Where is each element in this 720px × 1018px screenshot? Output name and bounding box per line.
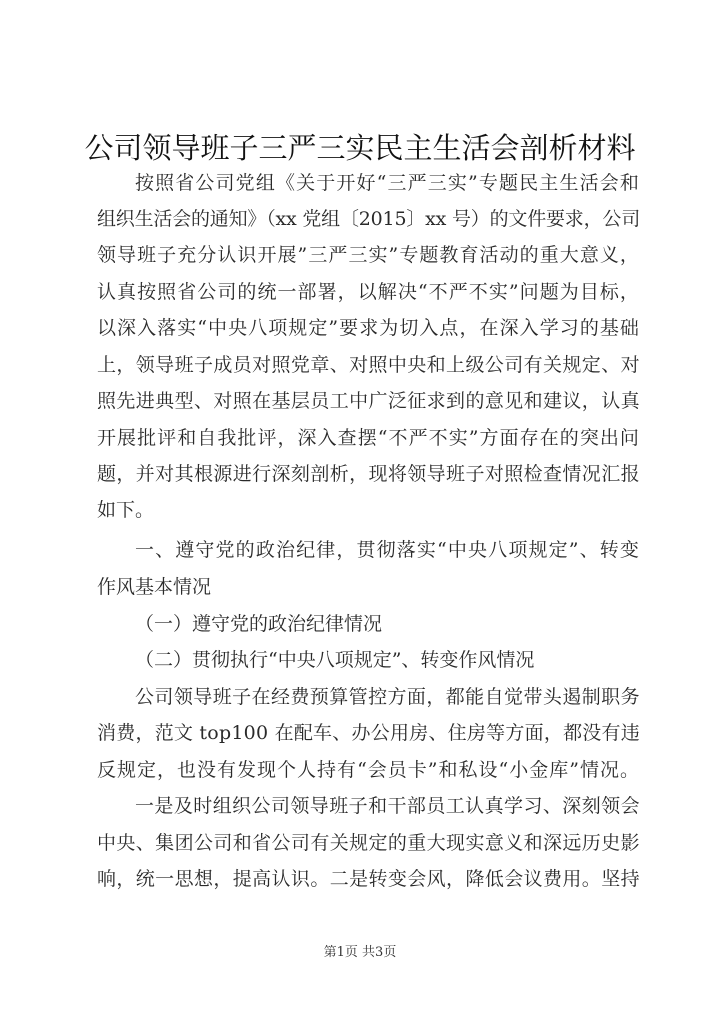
body-line: 公司领导班子在经费预算管控方面，都能自觉带头遏制职务 — [135, 686, 640, 708]
page-number: 第1页 共3页 — [323, 945, 397, 960]
body-line: 上，领导班子成员对照党章、对照中央和上级公司有关规定、对 — [97, 354, 640, 376]
body-line: 开展批评和自我批评，深入查摆“不严不实”方面存在的突出问 — [97, 427, 640, 449]
subsection-heading: （二）贯彻执行“中央八项规定”、转变作风情况 — [135, 649, 535, 671]
body-line: 如下。 — [97, 499, 155, 521]
body-line: 响，统一思想，提高认识。二是转变会风，降低会议费用。坚持 — [97, 868, 640, 890]
body-line: 一是及时组织公司领导班子和干部员工认真学习、深刻领会 — [135, 795, 640, 817]
body-line: 认真按照省公司的统一部署，以解决“不严不实”问题为目标， — [97, 281, 640, 303]
document-title: 公司领导班子三严三实民主生活会剖析材料 — [84, 131, 636, 165]
body-line: 中央、集团公司和省公司有关规定的重大现实意义和深远历史影 — [97, 832, 640, 854]
section-heading: 一、遵守党的政治纪律，贯彻落实“中央八项规定”、转变 — [135, 539, 640, 561]
subsection-heading: （一）遵守党的政治纪律情况 — [135, 613, 383, 635]
body-line: 题，并对其根源进行深刻剖析，现将领导班子对照检查情况汇报 — [97, 463, 640, 485]
body-line: 反规定，也没有发现个人持有“会员卡”和私设“小金库”情况。 — [97, 759, 640, 781]
body-line: 领导班子充分认识开展”三严三实”专题教育活动的重大意义， — [97, 244, 640, 266]
body-line: 按照省公司党组《关于开好“三严三实”专题民主生活会和 — [135, 172, 640, 194]
body-line: 组织生活会的通知》（xx 党组〔2015〕xx 号）的文件要求，公司 — [97, 208, 640, 230]
section-heading: 作风基本情况 — [97, 576, 212, 598]
body-line: 照先进典型、对照在基层员工中广泛征求到的意见和建议，认真 — [97, 390, 640, 412]
body-line: 消费，范文 top100 在配车、办公用房、住房等方面，都没有违 — [97, 722, 640, 744]
body-line: 以深入落实“中央八项规定”要求为切入点，在深入学习的基础 — [97, 317, 640, 339]
